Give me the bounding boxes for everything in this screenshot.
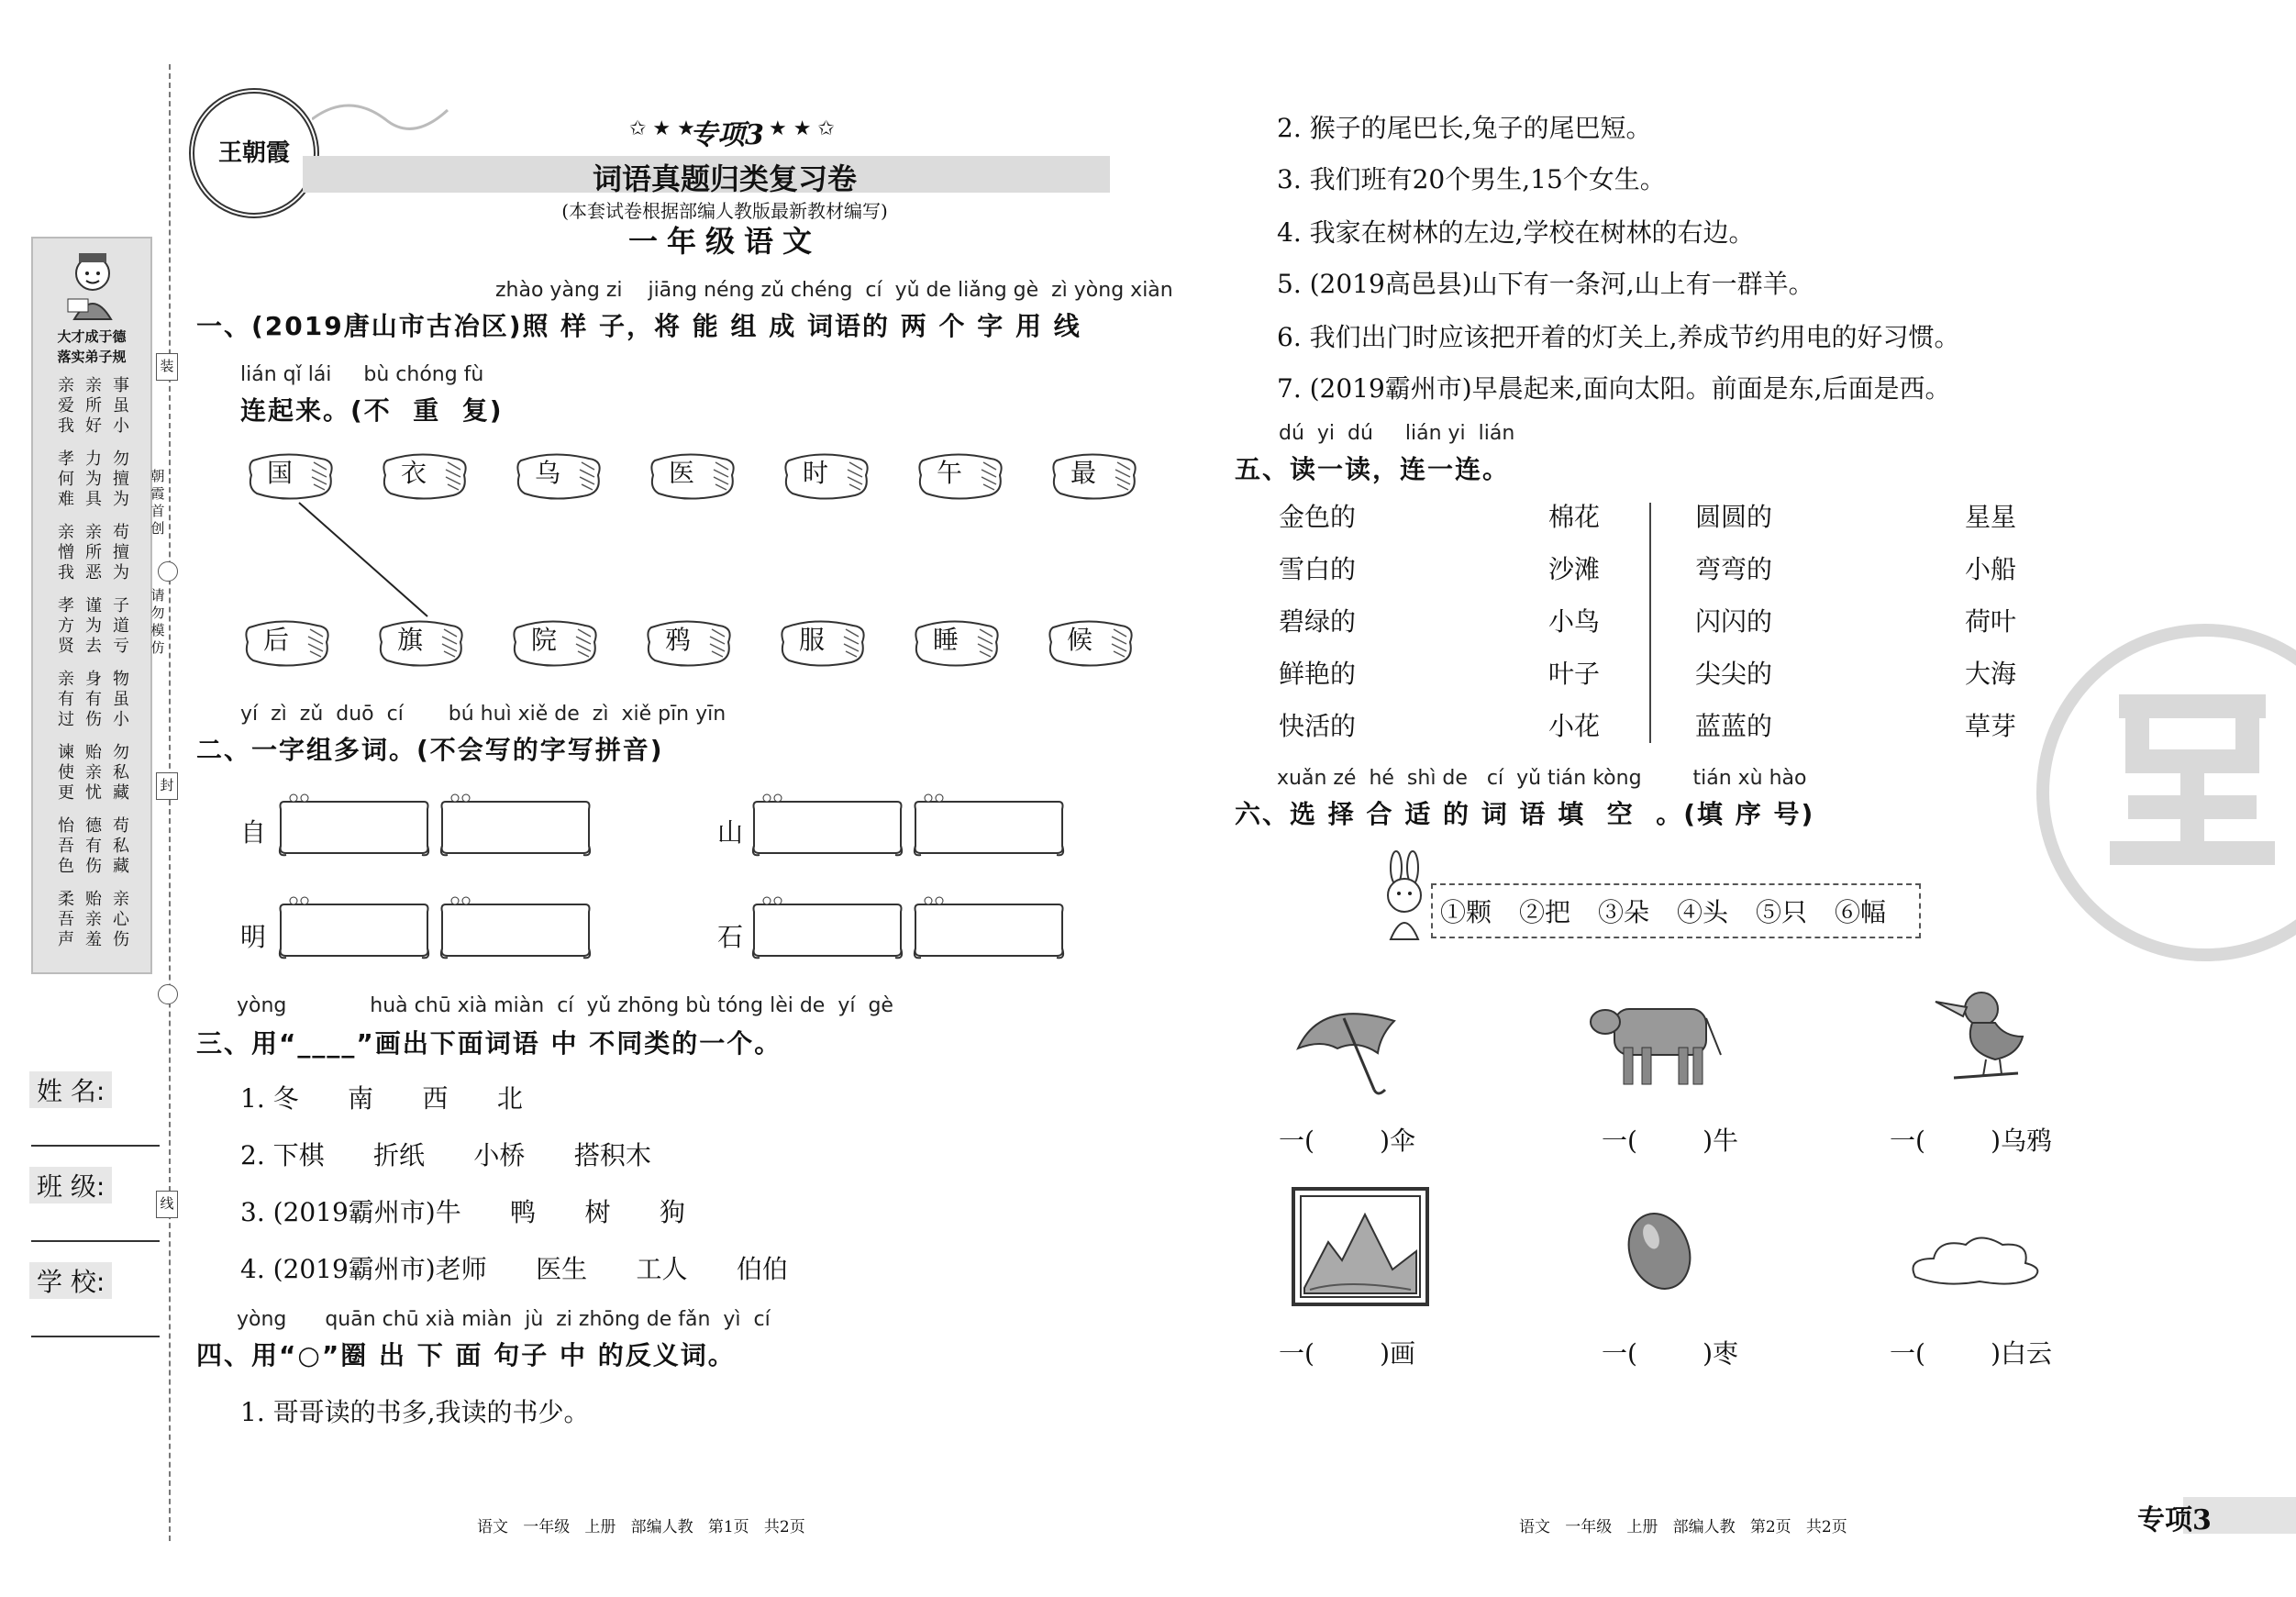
pillow-char: 时 bbox=[802, 458, 828, 488]
motto-verse: 德有伤 bbox=[85, 816, 102, 876]
seal-dot-2 bbox=[158, 984, 178, 1004]
match-col-3 bbox=[1695, 491, 1772, 752]
section4-item-7: 7. (2019霸州市)早晨起来,面向太阳。前面是东,后面是西。 bbox=[1277, 373, 1951, 404]
option-3: ③朵 bbox=[1598, 897, 1650, 927]
match-word[interactable]: 小船 bbox=[1965, 554, 2017, 584]
section3-item-1: 1. 冬 南 西 北 bbox=[240, 1083, 523, 1114]
match-word[interactable]: 碧绿的 bbox=[1279, 606, 1357, 637]
motto-verse: 贻亲忧 bbox=[85, 743, 102, 803]
answer-frame[interactable] bbox=[912, 895, 1066, 961]
motto-verse: 亲所恶 bbox=[85, 523, 102, 582]
answer-frame[interactable] bbox=[277, 793, 431, 859]
section1-pinyin: zhào yàng zi jiāng néng zǔ chéng cí yǔ de liǎng gè zì yòng xiàn bbox=[495, 279, 1173, 302]
match-word[interactable]: 尖尖的 bbox=[1695, 659, 1773, 689]
section6-heading: 六、选 择 合 适 的 词 语 填 空 。(填 序 号) bbox=[1235, 799, 1815, 829]
pillow-char: 服 bbox=[798, 625, 825, 655]
blank-painting[interactable]: 一( )画 bbox=[1279, 1338, 1416, 1369]
ribbon-decoration bbox=[312, 92, 449, 147]
motto-line-1: 大才成于德 bbox=[57, 328, 127, 345]
option-1: ①颗 bbox=[1440, 897, 1492, 927]
word-pillow-top[interactable] bbox=[917, 448, 1005, 503]
name-label: 姓 名: bbox=[29, 1071, 112, 1108]
match-word[interactable]: 圆圆的 bbox=[1695, 502, 1773, 532]
motto-verse: 亲心伤 bbox=[113, 890, 129, 949]
side-text-1: 朝霞首创 bbox=[150, 468, 165, 537]
school-field[interactable] bbox=[31, 1336, 160, 1337]
motto-verse: 物虽小 bbox=[113, 670, 129, 729]
match-word[interactable]: 大海 bbox=[1965, 659, 2017, 689]
word-pillow-top[interactable] bbox=[516, 448, 604, 503]
class-field[interactable] bbox=[31, 1240, 160, 1242]
section2-char-1: 自 bbox=[240, 817, 267, 848]
match-word[interactable]: 金色的 bbox=[1279, 502, 1357, 532]
match-word[interactable]: 蓝蓝的 bbox=[1695, 711, 1773, 741]
answer-frame[interactable] bbox=[277, 895, 431, 961]
word-pillow-bottom[interactable] bbox=[646, 615, 734, 670]
logo-text: 王朝霞 bbox=[217, 139, 290, 167]
match-word[interactable]: 雪白的 bbox=[1279, 554, 1357, 584]
pillow-char: 最 bbox=[1070, 458, 1096, 488]
motto-verse: 怡吾色 bbox=[58, 816, 74, 876]
section3-item-2: 2. 下棋 折纸 小桥 搭积木 bbox=[240, 1140, 651, 1170]
pillow-char: 旗 bbox=[396, 625, 423, 655]
pillow-char: 鸦 bbox=[664, 625, 691, 655]
match-word[interactable]: 鲜艳的 bbox=[1279, 659, 1357, 689]
section2-heading: 二、一字组多词。(不会写的字写拼音) bbox=[196, 735, 664, 765]
section2-char-2: 山 bbox=[717, 817, 744, 848]
seal-watermark bbox=[2036, 624, 2296, 961]
jujube-icon bbox=[1618, 1203, 1701, 1295]
motto-verse: 身有伤 bbox=[85, 670, 102, 729]
word-pillow-bottom[interactable] bbox=[378, 615, 466, 670]
blank-cow[interactable]: 一( )牛 bbox=[1602, 1126, 1739, 1156]
word-pillow-bottom[interactable] bbox=[914, 615, 1002, 670]
word-pillow-top[interactable] bbox=[783, 448, 871, 503]
motto-verse: 亲爱我 bbox=[58, 376, 74, 436]
section5-pinyin: dú yi dú lián yi lián bbox=[1279, 422, 1515, 445]
painting-icon bbox=[1292, 1187, 1429, 1306]
word-pillow-top[interactable] bbox=[1051, 448, 1139, 503]
motto-verse: 柔吾声 bbox=[58, 890, 74, 949]
section-badge: 专项3 bbox=[690, 119, 764, 151]
answer-frame[interactable] bbox=[912, 793, 1066, 859]
side-text-2: 请勿模仿 bbox=[150, 587, 165, 656]
pillow-char: 午 bbox=[936, 458, 962, 488]
section2-pinyin: yí zì zǔ duō cí bú huì xiě de zì xiě pīn yīn bbox=[240, 703, 727, 726]
section4-heading: 四、用“○”圈 出 下 面 句子 中 的反义词。 bbox=[196, 1340, 736, 1370]
section3-item-4: 4. (2019霸州市)老师 医生 工人 伯伯 bbox=[240, 1254, 788, 1284]
page-title: 词语真题归类复习卷 bbox=[592, 161, 857, 196]
motto-strip bbox=[31, 237, 152, 974]
motto-verse: 事虽小 bbox=[113, 376, 129, 436]
section3-item-3: 3. (2019霸州市)牛 鸭 树 狗 bbox=[240, 1197, 685, 1227]
blank-jujube[interactable]: 一( )枣 bbox=[1602, 1338, 1739, 1369]
match-word[interactable]: 沙滩 bbox=[1548, 554, 1601, 584]
match-col-4 bbox=[1965, 491, 2016, 752]
watermark-glyph bbox=[2036, 624, 2296, 936]
motto-verse: 苟擅为 bbox=[113, 523, 129, 582]
match-col-1 bbox=[1279, 491, 1356, 752]
seal-mark-1: 装 bbox=[156, 353, 178, 381]
word-pillow-bottom[interactable] bbox=[780, 615, 868, 670]
section2-char-4: 石 bbox=[717, 922, 744, 952]
motto-verse: 谏使更 bbox=[58, 743, 74, 803]
motto-verse: 孝何难 bbox=[58, 449, 74, 509]
section4-item-3: 3. 我们班有20个男生,15个女生。 bbox=[1277, 164, 1666, 194]
section4-item-1: 1. 哥哥读的书多,我读的书少。 bbox=[240, 1397, 590, 1427]
motto-verse: 贻亲羞 bbox=[85, 890, 102, 949]
section1-heading: 一、(2019唐山市古冶区)照 样 子，将 能 组 成 词语的 两 个 字 用 线 bbox=[196, 311, 1081, 341]
scholar-icon bbox=[61, 248, 125, 321]
motto-verse: 谨为去 bbox=[85, 596, 102, 656]
seal-mark-2: 封 bbox=[156, 772, 178, 800]
match-word[interactable]: 小花 bbox=[1548, 711, 1601, 741]
name-field[interactable] bbox=[31, 1145, 160, 1147]
motto-verse: 亲憎我 bbox=[58, 523, 74, 582]
footer-badge: 专项3 bbox=[2137, 1504, 2212, 1536]
word-pillow-bottom[interactable] bbox=[1048, 615, 1136, 670]
pillow-char: 国 bbox=[266, 458, 293, 488]
section3-pinyin: yòng huà chū xià miàn cí yǔ zhōng bù tóng lèi de yí gè bbox=[237, 994, 893, 1017]
pillow-char: 睡 bbox=[932, 625, 959, 655]
match-word[interactable]: 闪闪的 bbox=[1695, 606, 1773, 637]
motto-verse: 亲有过 bbox=[58, 670, 74, 729]
option-6: ⑥幅 bbox=[1835, 897, 1887, 927]
answer-frame[interactable] bbox=[750, 793, 904, 859]
blank-cloud[interactable]: 一( )白云 bbox=[1890, 1338, 2053, 1369]
footer-left: 语文 一年级 上册 部编人教 第1页 共2页 bbox=[477, 1518, 805, 1536]
logo bbox=[189, 88, 319, 218]
word-pillow-top[interactable] bbox=[649, 448, 738, 503]
blank-umbrella[interactable]: 一( )伞 bbox=[1279, 1126, 1416, 1156]
answer-frame[interactable] bbox=[438, 793, 593, 859]
match-word[interactable]: 荷叶 bbox=[1965, 606, 2017, 637]
crow-icon bbox=[1917, 981, 2036, 1092]
motto-verse: 勿擅为 bbox=[113, 449, 129, 509]
word-pillow-top[interactable] bbox=[248, 448, 336, 503]
measure-word-options bbox=[1431, 883, 1921, 938]
section4-pinyin: yòng quān chū xià miàn jù zi zhōng de fǎn yì cí bbox=[237, 1308, 771, 1331]
match-word[interactable]: 快活的 bbox=[1279, 711, 1357, 741]
word-pillow-top[interactable] bbox=[382, 448, 470, 503]
section4-item-6: 6. 我们出门时应该把开着的灯关上,养成节约用电的好习惯。 bbox=[1277, 322, 1960, 352]
seal-dot-1 bbox=[158, 561, 178, 582]
section5-heading: 五、读一读，连一连。 bbox=[1235, 454, 1511, 484]
section1-pinyin2: lián qǐ lái bù chóng fù bbox=[240, 363, 484, 386]
blank-crow[interactable]: 一( )乌鸦 bbox=[1890, 1126, 2053, 1156]
option-2: ②把 bbox=[1519, 897, 1571, 927]
edition-note: (本套试卷根据部编人教版最新教材编写) bbox=[561, 200, 888, 222]
option-5: ⑤只 bbox=[1756, 897, 1808, 927]
seal-mark-3: 线 bbox=[156, 1191, 178, 1218]
pillow-char: 候 bbox=[1066, 625, 1093, 655]
section4-item-2: 2. 猴子的尾巴长,兔子的尾巴短。 bbox=[1277, 113, 1652, 143]
match-word[interactable]: 弯弯的 bbox=[1695, 554, 1773, 584]
subject-title: 一年级语文 bbox=[627, 224, 821, 259]
answer-frame[interactable] bbox=[438, 895, 593, 961]
school-label: 学 校: bbox=[29, 1262, 112, 1299]
umbrella-icon bbox=[1293, 998, 1403, 1099]
motto-verse: 勿私藏 bbox=[113, 743, 129, 803]
match-word[interactable]: 草芽 bbox=[1965, 711, 2017, 741]
pillow-char: 后 bbox=[262, 625, 289, 655]
section6-pinyin: xuǎn zé hé shì de cí yǔ tián kòng tián xù hào bbox=[1277, 767, 1807, 790]
section3-heading: 三、用“____”画出下面词语 中 不同类的一个。 bbox=[196, 1028, 782, 1059]
section4-item-5: 5. (2019高邑县)山下有一条河,山上有一群羊。 bbox=[1277, 269, 1814, 299]
motto-verse: 亲所好 bbox=[85, 376, 102, 436]
word-pillow-bottom[interactable] bbox=[244, 615, 332, 670]
fold-line bbox=[169, 64, 171, 1541]
motto-verse: 力为具 bbox=[85, 449, 102, 509]
motto-verse: 苟私藏 bbox=[113, 816, 129, 876]
class-label: 班 级: bbox=[29, 1167, 112, 1203]
motto-line-2: 落实弟子规 bbox=[57, 349, 127, 365]
pillow-char: 衣 bbox=[400, 458, 427, 488]
option-4: ④头 bbox=[1677, 897, 1729, 927]
match-word[interactable]: 小鸟 bbox=[1548, 606, 1601, 637]
badge-stars-left: ✩ ★ ★ bbox=[629, 117, 695, 140]
match-word[interactable]: 叶子 bbox=[1548, 659, 1601, 689]
match-word[interactable]: 棉花 bbox=[1548, 502, 1601, 532]
cloud-icon bbox=[1906, 1231, 2044, 1295]
badge-stars-right: ★ ★ ✩ bbox=[769, 117, 835, 140]
motto-verse: 子道亏 bbox=[113, 596, 129, 656]
cow-icon bbox=[1587, 991, 1725, 1092]
answer-frame[interactable] bbox=[750, 895, 904, 961]
match-col-2 bbox=[1548, 491, 1600, 752]
pillow-char: 乌 bbox=[534, 458, 560, 488]
word-pillow-bottom[interactable] bbox=[512, 615, 600, 670]
section2-char-3: 明 bbox=[240, 922, 267, 952]
match-word[interactable]: 星星 bbox=[1965, 502, 2017, 532]
match-divider bbox=[1649, 503, 1651, 743]
section4-item-4: 4. 我家在树林的左边,学校在树林的右边。 bbox=[1277, 217, 1755, 248]
pillow-char: 医 bbox=[668, 458, 694, 488]
pillow-char: 院 bbox=[530, 625, 557, 655]
rabbit-icon bbox=[1374, 849, 1435, 941]
footer-right: 语文 一年级 上册 部编人教 第2页 共2页 bbox=[1519, 1518, 1847, 1536]
section1-heading2: 连起来。(不 重 复) bbox=[240, 395, 504, 426]
motto-verse: 孝方贤 bbox=[58, 596, 74, 656]
